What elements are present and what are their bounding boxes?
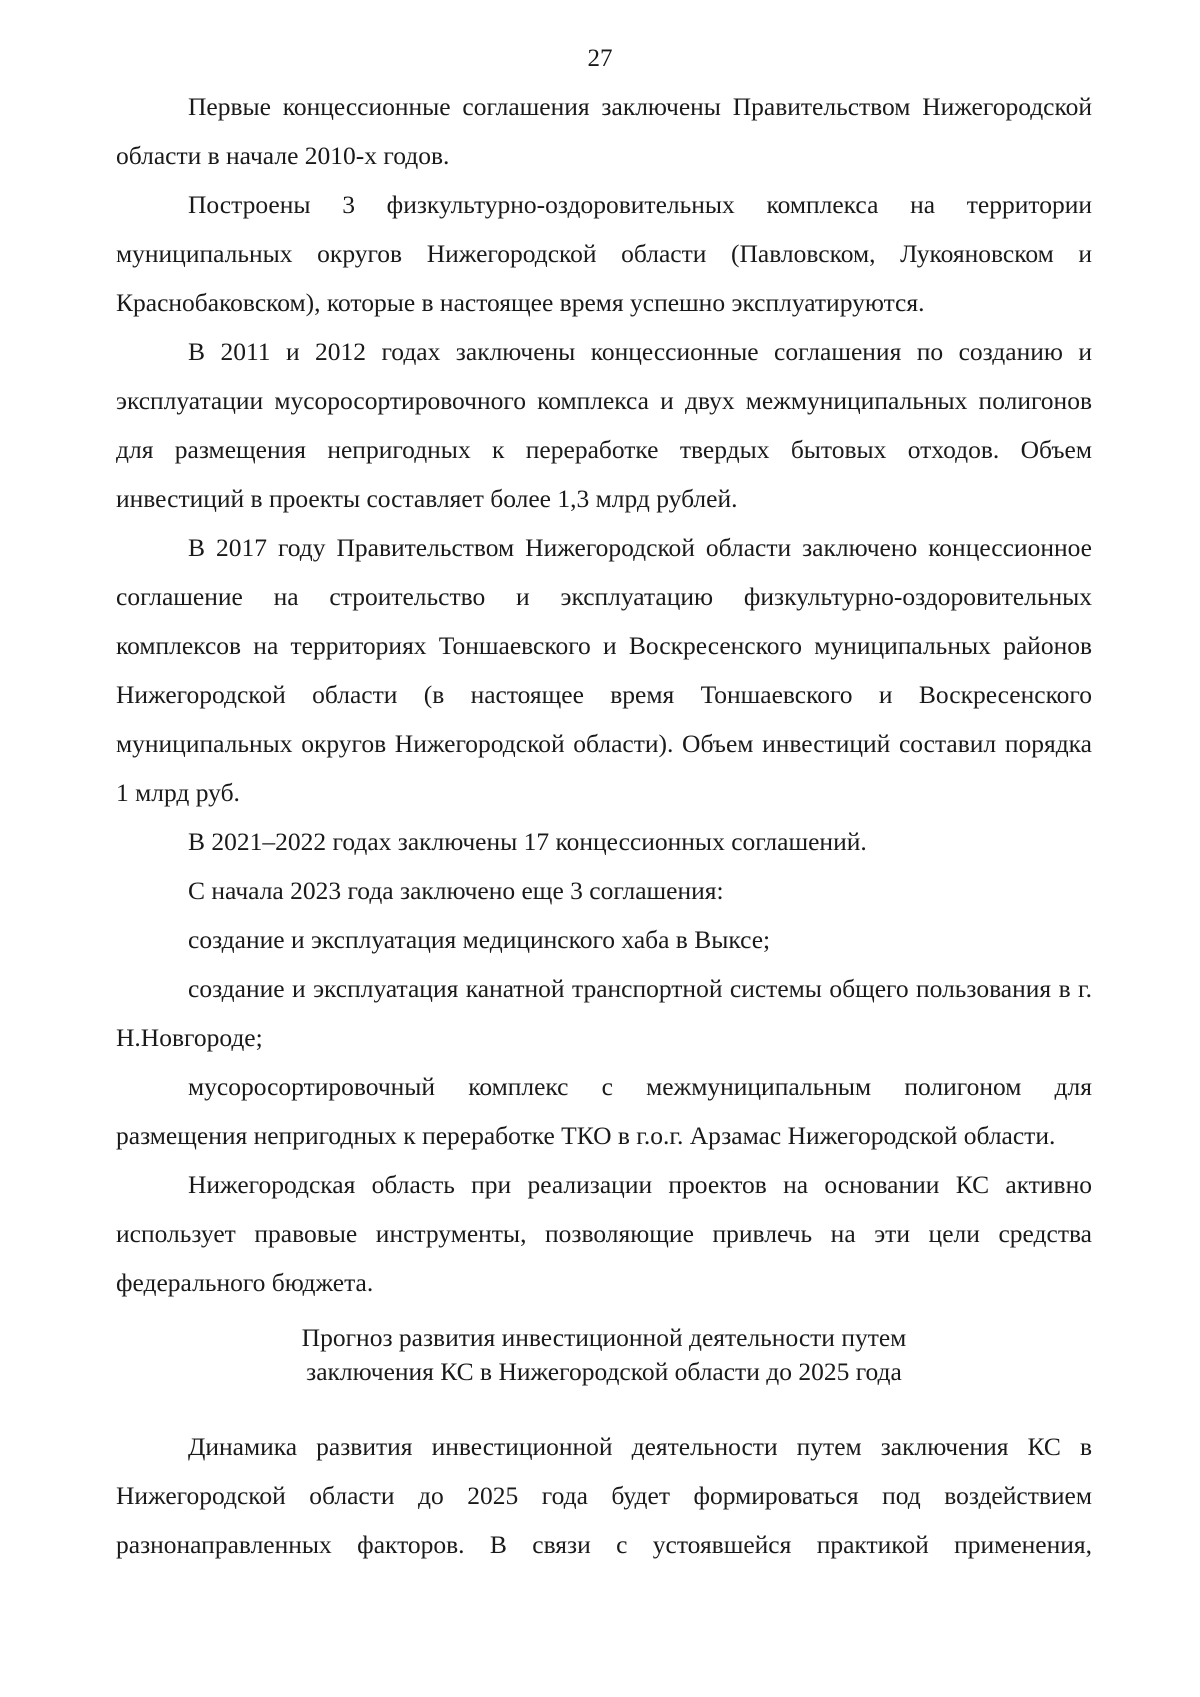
list-item-cable-car: создание и эксплуатация канатной транспортной системы общего пользования в г. Н.Новгороде; [116, 974, 1092, 1052]
section-heading-line-1: Прогноз развития инвестиционной деятельности путем [301, 1323, 907, 1352]
paragraph-waste-sorting-2011-2012: В 2011 и 2012 годах заключены концессионные соглашения по созданию и эксплуатации мусоросортировочного комплекса и двух межмуниципальных полигонов для размещения непригодных к переработке твердых бытовых отходов. Объем инвестиций в проекты составляет более 1,3 млрд рублей. [116, 337, 1092, 513]
section-heading-line-2: заключения КС в Нижегородской области до 2025 года [306, 1357, 902, 1386]
list-item-medical-hub: создание и эксплуатация медицинского хаба в Выксе; [188, 925, 771, 954]
paragraph-agreement-2017: В 2017 году Правительством Нижегородской области заключено концессионное соглашение на строительство и эксплуатацию физкультурно-оздоровительных комплексов на территориях Тоншаевского и Воскресенского муниципальных районов Нижегородской области (в настоящее время Тоншаевского и Воскресенского муниципальных округов Нижегородской области). Объем инвестиций составил порядка 1 млрд руб. [116, 533, 1092, 807]
paragraph-sports-complexes: Построены 3 физкультурно-оздоровительных комплекса на территории муниципальных округов Нижегородской области (Павловском, Лукояновском и Краснобаковском), которые в настоящее время успешно эксплуатируются. [116, 190, 1092, 317]
section-heading [116, 1321, 1092, 1389]
list-item-waste-complex: мусоросортировочный комплекс с межмуниципальным полигоном для размещения непригодных к переработке ТКО в г.о.г. Арзамас Нижегородской области. [116, 1072, 1092, 1150]
paragraph-dynamics: Динамика развития инвестиционной деятельности путем заключения КС в Нижегородской области до 2025 года будет формироваться под воздействием разнонаправленных факторов. В связи с устоявшейся практикой применения, [116, 1432, 1092, 1559]
page-number: 27 [587, 45, 613, 72]
paragraph-federal-budget: Нижегородская область при реализации проектов на основании КС активно использует правовые инструменты, позволяющие привлечь на эти цели средства федерального бюджета. [116, 1170, 1092, 1297]
paragraph-first-concessions: Первые концессионные соглашения заключены Правительством Нижегородской области в начале 2010-х годов. [116, 92, 1092, 170]
document-body [116, 82, 1092, 1569]
paragraph-agreements-2021-2022: В 2021–2022 годах заключены 17 концессионных соглашений. [188, 827, 867, 856]
paragraph-agreements-2023: С начала 2023 года заключено еще 3 соглашения: [188, 876, 724, 905]
